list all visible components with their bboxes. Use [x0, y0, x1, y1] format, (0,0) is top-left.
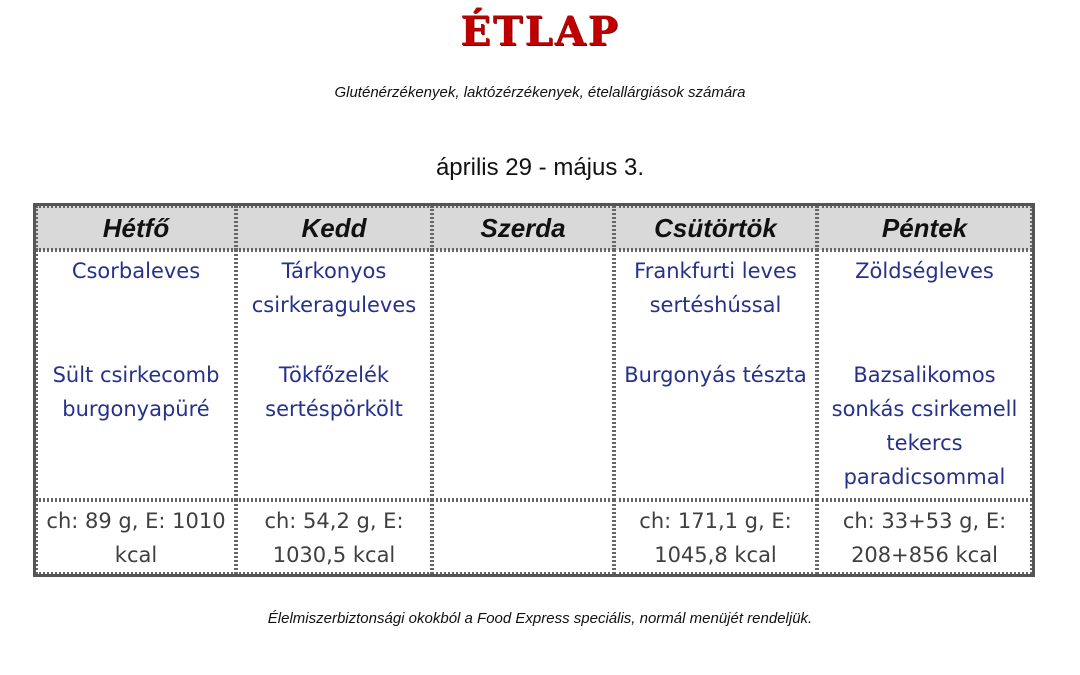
nutrition-friday — [817, 500, 1032, 574]
nutrition-monday — [36, 500, 236, 574]
day-header-wednesday: Szerda — [432, 206, 614, 250]
main-dish: Tökfőzelék sertéspörkölt — [265, 363, 403, 421]
dishes-wednesday — [432, 250, 614, 500]
dishes-friday — [817, 250, 1032, 500]
soup: Csorbaleves — [71, 259, 201, 283]
nutrition-text: ch: 171,1 g, E: 1045,8 kcal — [639, 509, 792, 567]
soup — [434, 254, 612, 358]
nutrition-wednesday — [432, 500, 614, 574]
menu-table — [33, 203, 1035, 577]
dishes-thursday — [614, 250, 817, 500]
soup: Zöldségleves — [855, 259, 994, 283]
day-header-friday: Péntek — [817, 206, 1032, 250]
nutrition-row — [36, 500, 1032, 574]
nutrition-text: ch: 89 g, E: 1010 kcal — [46, 509, 226, 567]
soup: Tárkonyos csirkeraguleves — [251, 259, 417, 317]
nutrition-text: ch: 33+53 g, E: 208+856 kcal — [842, 509, 1007, 567]
day-header-tuesday: Kedd — [236, 206, 432, 250]
page-title: ÉTLAP — [460, 8, 620, 55]
dishes-tuesday — [236, 250, 432, 500]
week-range: április 29 - május 3. — [435, 154, 645, 181]
nutrition-tuesday — [236, 500, 432, 574]
day-header-monday: Hétfő — [36, 206, 236, 250]
main-dish: Bazsalikomos sonkás csirkemell tekercs paradicsommal — [831, 363, 1018, 489]
day-header-thursday: Csütörtök — [614, 206, 817, 250]
dishes-row — [36, 250, 1032, 500]
nutrition-text — [434, 502, 612, 504]
main-dish: Burgonyás tészta — [624, 363, 807, 387]
day-header-row — [36, 206, 1032, 250]
nutrition-text: ch: 54,2 g, E: 1030,5 kcal — [264, 509, 404, 567]
subtitle: Gluténérzékenyek, laktózérzékenyek, ételallárgiások számára — [334, 84, 746, 101]
footer-note: Élelmiszerbiztonsági okokból a Food Express speciális, normál menüjét rendeljük. — [267, 610, 813, 627]
soup: Frankfurti leves sertéshússal — [634, 259, 797, 317]
main-dish: Sült csirkecomb burgonyapüré — [52, 363, 220, 421]
nutrition-thursday — [614, 500, 817, 574]
dishes-monday — [36, 250, 236, 500]
